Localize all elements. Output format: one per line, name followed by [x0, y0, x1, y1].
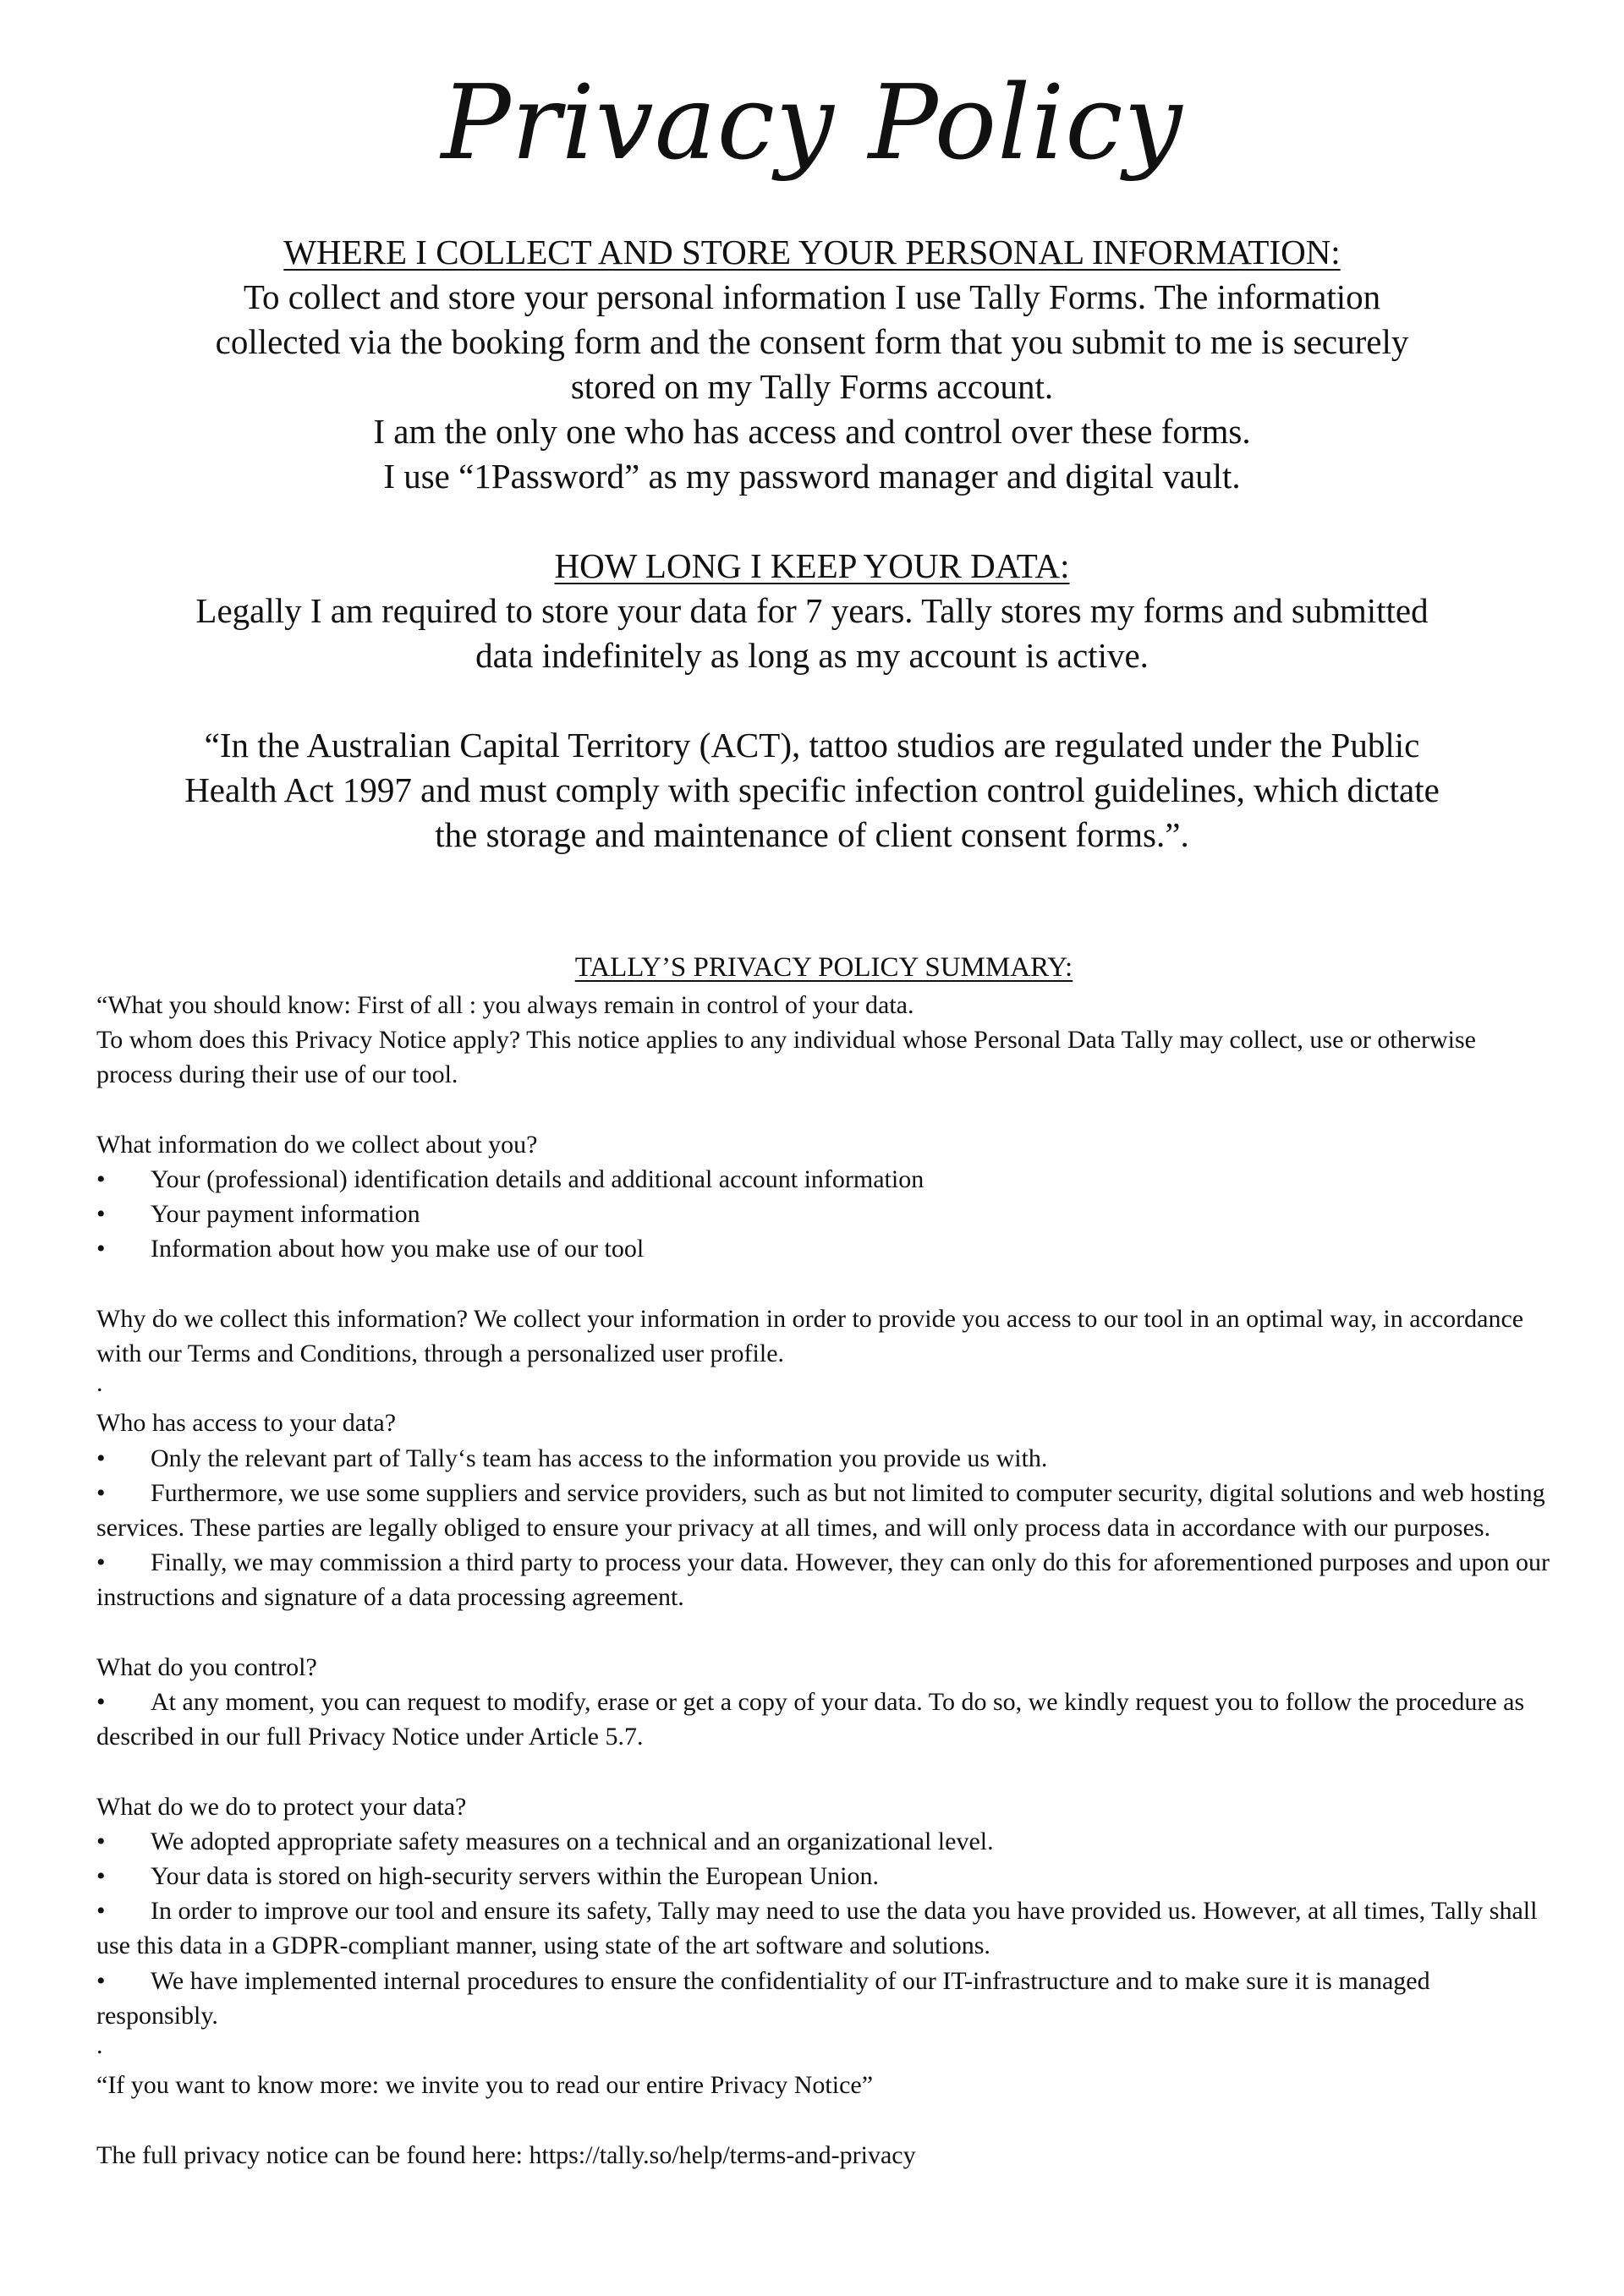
where-line: I am the only one who has access and control over these forms. — [373, 412, 1251, 451]
bullet-icon: • — [96, 1897, 106, 1926]
bullet-icon: • — [96, 1862, 106, 1890]
list-item-text: In order to improve our tool and ensure its safety, Tally may need to use the data you have provided us. However, at all times, Tally shall use this data in a GDPR-compliant manner, using state of the art software and solutions. — [96, 1897, 1538, 1960]
list-item — [96, 1476, 1551, 1545]
bullet-icon: • — [96, 1827, 106, 1855]
collect-question: What information do we collect about you? — [96, 1130, 538, 1159]
protect-question: What do we do to protect your data? — [96, 1792, 467, 1821]
summary-intro: “What you should know: First of all : you always remain in control of your data. — [96, 991, 914, 1019]
tally-summary-section — [96, 949, 1551, 2173]
list-item — [96, 1197, 1551, 1231]
list-item-text: At any moment, you can request to modify, erase or get a copy of your data. To do so, we kindly request you to follow the procedure as described in our full Privacy Notice under Article 5.7. — [96, 1688, 1525, 1751]
separator-dot: . — [96, 1369, 103, 1398]
bullet-icon: • — [96, 1165, 106, 1193]
full-notice-label: The full privacy notice can be found here: — [96, 2140, 529, 2169]
bullet-icon: • — [96, 1478, 106, 1507]
bullet-icon: • — [96, 1966, 106, 1995]
full-notice-line — [96, 2138, 1551, 2173]
bullet-icon: • — [96, 1548, 106, 1577]
tally-summary-heading: TALLY’S PRIVACY POLICY SUMMARY: — [574, 952, 1073, 983]
where-line: I use “1Password” as my password manager and digital vault. — [383, 457, 1241, 496]
list-item — [96, 1545, 1551, 1614]
list-item — [96, 1685, 1551, 1754]
control-question: What do you control? — [96, 1652, 317, 1681]
page-title: Privacy Policy — [441, 63, 1183, 183]
bullet-icon: • — [96, 1200, 106, 1229]
list-item — [96, 1893, 1551, 1963]
list-item-text: Finally, we may commission a third party to process your data. However, they can only do this for aforementioned purposes and upon our instructions and signature of a data processing agreement. — [96, 1548, 1550, 1612]
list-item-text: Your (professional) identification details and additional account information — [151, 1165, 924, 1193]
separator-dot: . — [96, 2031, 103, 2060]
where-line: stored on my Tally Forms account. — [570, 367, 1054, 406]
list-item — [96, 1441, 1551, 1476]
where-line: collected via the booking form and the consent form that you submit to me is securely — [215, 322, 1409, 361]
act-quote-line: “In the Australian Capital Territory (ACT), tattoo studios are regulated under the Public — [204, 726, 1420, 764]
spacer — [93, 678, 1531, 723]
bullet-icon: • — [96, 1688, 106, 1716]
list-item-text: We adopted appropriate safety measures on a technical and an organizational level. — [151, 1827, 994, 1855]
applies-paragraph: To whom does this Privacy Notice apply? This notice applies to any individual whose Personal Data Tally may collect, use or otherwise process during their use of our tool. — [96, 1026, 1477, 1089]
where-heading: WHERE I COLLECT AND STORE YOUR PERSONAL INFORMATION: — [283, 233, 1341, 271]
why-paragraph: Why do we collect this information? We collect your information in order to provide you access to our tool in an optimal way, in accordance with our Terms and Conditions, through a personalized user profile. — [96, 1304, 1524, 1367]
list-item — [96, 1859, 1551, 1893]
act-quote-line: the storage and maintenance of client consent forms.”. — [435, 815, 1189, 854]
list-item — [96, 1964, 1551, 2033]
spacer — [93, 499, 1531, 544]
list-item-text: Your data is stored on high-security servers within the European Union. — [151, 1862, 879, 1890]
list-item-text: Information about how you make use of our tool — [151, 1235, 645, 1263]
list-item — [96, 1824, 1551, 1859]
bullet-icon: • — [96, 1444, 106, 1472]
bullet-icon: • — [96, 1235, 106, 1263]
list-item-text: Furthermore, we use some suppliers and service providers, such as but not limited to computer security, digital solutions and web hosting services. These parties are legally obliged to ensure your privacy at all times, and will only process data in accordance with our purposes. — [96, 1478, 1545, 1542]
list-item-text: We have implemented internal procedures to ensure the confidentiality of our IT-infrastructure and to make sure it is managed responsibly. — [96, 1966, 1430, 2030]
list-item-text: Your payment information — [151, 1200, 420, 1229]
personal-info-section — [93, 230, 1531, 858]
know-more-quote: “If you want to know more: we invite you to read our entire Privacy Notice” — [96, 2071, 874, 2100]
how-long-line: Legally I am required to store your data for 7 years. Tally stores my forms and submitted — [195, 591, 1429, 630]
access-question: Who has access to your data? — [96, 1409, 397, 1438]
list-item — [96, 1162, 1551, 1197]
act-quote-line: Health Act 1997 and must comply with specific infection control guidelines, which dictate — [184, 770, 1440, 809]
list-item — [96, 1231, 1551, 1266]
how-long-heading: HOW LONG I KEEP YOUR DATA: — [554, 546, 1070, 585]
full-notice-url: https://tally.so/help/terms-and-privacy — [529, 2140, 916, 2169]
where-line: To collect and store your personal information I use Tally Forms. The information — [243, 277, 1381, 316]
list-item-text: Only the relevant part of Tally‘s team has access to the information you provide us with. — [151, 1444, 1048, 1472]
how-long-line: data indefinitely as long as my account is active. — [475, 636, 1149, 675]
